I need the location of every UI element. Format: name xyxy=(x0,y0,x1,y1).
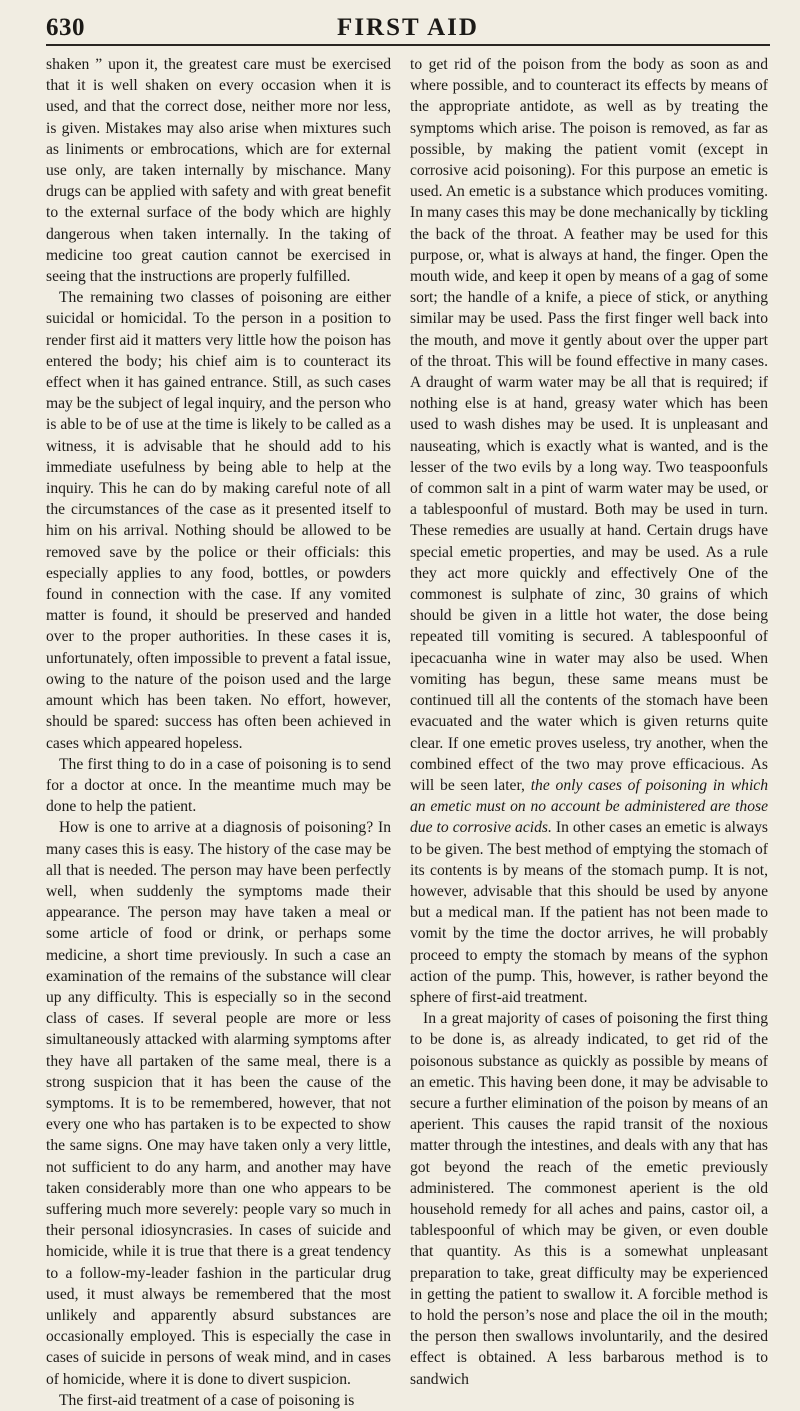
page-number: 630 xyxy=(46,14,85,41)
paragraph: shaken ” upon it, the greatest care must be exercised that it is well shaken on every occasion when it is used, and that the correct dose, neither more nor less, is given. Mistakes may also arise when mixtures such as liniments or embrocations, which are for external use only, are taken internally by mischance. Many drugs can be applied with safety and with great benefit to the external surface of the body which are highly dangerous when taken internally. In the taking of medicine too great caution cannot be exercised in seeing that the instructions are properly fulfilled. xyxy=(46,56,391,286)
paragraph-text: In other cases an emetic is always to be given. The best method of emptying the stomach of its contents is by means of the stomach pump. It is not, however, advisable that this should be used by anyone but a medical man. If the patient has not been made to vomit by the time the doctor arrives, he will probably proceed to empty the stomach by means of the syphon action of the pump. This, however, is rather beyond the sphere of first-aid treatment. xyxy=(410,819,768,1006)
paragraph: The first-aid treatment of a case of poisoning is xyxy=(59,1391,355,1409)
paragraph: The first thing to do in a case of poisoning is to send for a doctor at once. In the meantime much may be done to help the patient. xyxy=(46,755,391,816)
paragraph: In a great majority of cases of poisoning the first thing to be done is, as already indicated, to get rid of the poisonous substance as quickly as possible by means of an emetic. This having been done, it may be advisable to secure a further elimination of the poison by means of an aperient. This causes the rapid transit of the noxious matter through the intestines, and deals with any that has got beyond the reach of the emetic previously administered. The commonest aperient is the old household remedy for all aches and pains, castor oil, a tablespoonful of which may be given, or even double that quantity. As this is a somewhat unpleasant preparation to take, great difficulty may be experienced in getting the patient to swallow it. A forcible method is to hold the person’s nose and place the oil in the mouth; the person then swallows involuntarily, and the desired effect is obtained. A less barbarous method is to sandwich xyxy=(410,1010,768,1388)
running-head: FIRST AID xyxy=(337,14,479,41)
paragraph-text: to get rid of the poison from the body as soon as and where possible, and to counteract its effects by means of the appropriate antidote, as well as by treating the symptoms which arise. The poison is removed, as far as possible, by making the patient vomit (except in corrosive acid poisoning). For this purpose an emetic is used. An emetic is a substance which produces vomiting. In many cases this may be done mechanically by tickling the back of the throat. A feather may be used for this purpose, or, what is always at hand, the finger. Open the mouth wide, and keep it open by means of a gag of some sort; the handle of a knife, a piece of stick, or anything similar may be used. Pass the first finger well back into the mouth, and move it gently about over the upper part of the throat. This will be found effective in many cases. A draught of warm water may be all that is required; if nothing else is at hand, greasy water which has been used to wash dishes may be used. It is unpleasant and nauseating, which is exactly what is wanted, and is the lesser of the two evils by a long way. Two teaspoonfuls of common salt in a pint of warm water may be used, or a tablespoonful of mustard. Both may be used in turn. These remedies are usually at hand. Certain drugs have special emetic properties, and may be used. As a rule they act more quickly and effectively One of the commonest is sulphate of zinc, 30 grains of which should be given in a little hot water, the dose being repeated till vomiting is secured. A tablespoonful of ipecacuanha wine in water may also be used. When vomiting has begun, these same means must be continued till all the contents of the stomach have been evacuated and the water which is given returns quite clear. If one emetic proves useless, try another, when the combined effect of the two may prove efficacious. As will be seen later, xyxy=(410,56,768,794)
page-header xyxy=(46,8,770,48)
left-column xyxy=(46,54,391,1409)
header-rule xyxy=(46,44,770,46)
paragraph: The remaining two classes of poisoning are either suicidal or homicidal. To the person in a position to render first aid it matters very little how the poison has entered the body; his chief aim is to counteract its effect when it has gained entrance. Still, as such cases may be the subject of legal inquiry, and the person who is able to be of use at the time is likely to be called as a witness, it is advisable that he should add to his immediate usefulness by being able to help at the inquiry. This he can do by making careful note of all the circumstances of the case as it presented itself to him on his arrival. Nothing should be allowed to be removed save by the police or their officials: this especially applies to any food, bottles, or powders found in connection with the case. If any vomited matter is found, it should be preserved and handed over to the proper authorities. In these cases it is, unfortunately, often impossible to prevent a fatal issue, owing to the nature of the poison used and the large amount which has been taken. No effort, however, should be spared: success has often been achieved in cases which appeared hopeless. xyxy=(46,289,391,752)
emphasis-text: the only cases of poisoning in which an emetic must on no account be administered are those due to corrosive acids. xyxy=(410,776,768,837)
right-column xyxy=(410,54,768,1388)
paragraph: How is one to arrive at a diagnosis of poisoning? In many cases this is easy. The history of the case may be all that is needed. The person may have been perfectly well, when suddenly the symptoms made their appearance. The person may have taken a meal or some article of food or drink, or perhaps some medicine, a short time previously. In such a case an examination of the remains of the substance will clear up any difficulty. This is especially so in the second class of cases. If several people are more or less simultaneously attacked with alarming symptoms after they have all partaken of the same meal, there is a strong suspicion that it has been the cause of the symptoms. It is to be remembered, however, that not every one who has partaken is to be expected to show the same signs. One may have taken only a very little, not sufficient to do any harm, and another may have taken considerably more than one who appears to be suffering much more severely: people vary so much in their personal idiosyncrasies. In cases of suicide and homicide, while it is true that there is a great tendency to a follow-my-leader fashion in the particular drug used, it must always be remembered that the most unlikely and apparently absurd substances are occasionally employed. This is especially the case in cases of suicide in persons of weak mind, and in cases of homicide, where it is done to divert suspicion. xyxy=(46,819,391,1388)
paragraph xyxy=(410,54,768,1008)
